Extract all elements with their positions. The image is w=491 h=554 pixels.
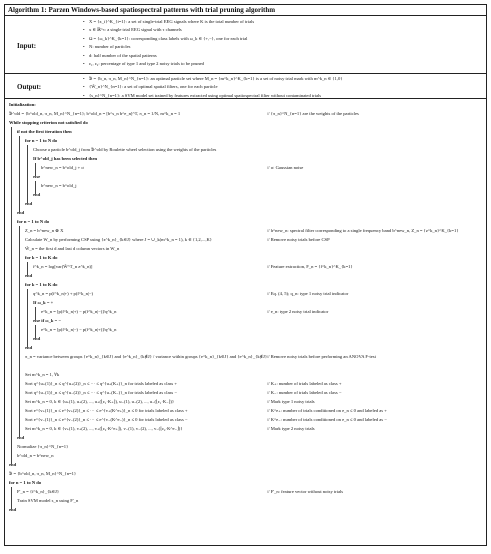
pseudocode-line: e^k_n = [p(f^k_n|+) − p(f^k_n|−)]/q^k_n bbox=[41, 309, 117, 314]
algorithm-body bbox=[5, 99, 486, 546]
input-item bbox=[83, 27, 182, 33]
pseudocode-comment: // Remove noisy trials before CSP bbox=[267, 237, 330, 242]
input-item bbox=[83, 44, 130, 50]
pseudocode-comment: // h^new_n: spectral filter corresponding to a single frequency band b^new_n, Z_n = {z^k_n}^K_{k=1} bbox=[267, 228, 459, 233]
pseudocode-line: F'_n = {f^k_n}_{k∈J} bbox=[17, 489, 60, 494]
pseudocode-line: end bbox=[25, 273, 33, 278]
block-guide bbox=[35, 325, 36, 338]
bullet-icon: • bbox=[83, 35, 85, 41]
block-guide bbox=[27, 289, 28, 347]
pseudocode-line: end bbox=[33, 192, 41, 197]
algorithm-title: Algorithm 1: Parzen Windows-based spatiospectral patterns with trial pruning algorithm bbox=[5, 5, 486, 16]
pseudocode-line: 𝔅^old = {b^old_n, π_n, M_n}^N_{n=1}; b^old_n = [b^s_n b^e_n]^T, π_n = 1/N, m^k_n = 1 bbox=[9, 111, 181, 116]
input-item-text: Ω = {ω_k}^K_{k=1}: corresponding class labels with ω_k ∈ {+,−}, one for each trial bbox=[89, 35, 248, 41]
pseudocode-line: W̃_n = the first d and last d column vectors in W_n bbox=[25, 246, 120, 251]
input-label: Input: bbox=[17, 42, 37, 50]
pseudocode-line: Initialization: bbox=[9, 102, 36, 107]
pseudocode-line: Normalize {π_n}^N_{n=1} bbox=[17, 444, 69, 449]
block-guide bbox=[27, 262, 28, 275]
pseudocode-line: for k = 1 to K do bbox=[25, 282, 58, 287]
input-section bbox=[5, 16, 486, 74]
input-item-text: d: half number of the spatial patterns bbox=[89, 52, 157, 58]
pseudocode-line: b^new_n = b^old_j + σ bbox=[41, 165, 84, 170]
pseudocode-line: Choose a particle b^old_j from 𝔅^old by Roulette wheel selection using the weights of the particles bbox=[33, 147, 217, 152]
input-item-text: X = {x_i}^K_{i=1}: a set of single-trial EEG signals where K is the total number of trials bbox=[89, 19, 255, 24]
input-item bbox=[83, 53, 157, 59]
pseudocode-line: Train SVM model s_n using F'_n bbox=[17, 498, 79, 503]
pseudocode-comment: // K^e₋: number of trials conditioned on e_n ≤ 0 and labeled as − bbox=[267, 417, 387, 422]
output-item bbox=[83, 84, 218, 90]
pseudocode-line: if not the first iteration then bbox=[17, 129, 72, 134]
pseudocode-comment: // K₊: number of trials labeled as class + bbox=[267, 381, 342, 386]
bullet-icon: • bbox=[83, 19, 85, 24]
pseudocode-line: for n = 1 to N do bbox=[25, 138, 58, 143]
bullet-icon: • bbox=[83, 44, 85, 50]
pseudocode-comment: // σ: Gaussian noise bbox=[267, 165, 304, 170]
block-guide bbox=[11, 487, 12, 509]
pseudocode-line: end bbox=[25, 345, 33, 350]
pseudocode-line: Sort q^{u₊(1)}_n ≤ q^{u₊(2)}_n ≤ ··· ≤ q^{u₊(K₊)}_n for trials labeled as class + bbox=[25, 381, 177, 386]
pseudocode-line: b^new_n = b^old_j bbox=[41, 183, 77, 188]
block-guide bbox=[11, 127, 12, 464]
output-label: Output: bbox=[17, 83, 42, 91]
pseudocode-comment: // e_n: type 2 noisy trial indicator bbox=[267, 309, 329, 314]
pseudocode-line: If b^old_j has been selected then bbox=[33, 156, 98, 161]
pseudocode-comment: // Remove noisy trials before performing an ANOVA F-test bbox=[267, 354, 376, 359]
bullet-icon: • bbox=[83, 92, 85, 98]
pseudocode-line: e^k_n = [p(f^k_n|−) − p(f^k_n|+)]/q^k_n bbox=[41, 327, 117, 332]
pseudocode-line: end bbox=[17, 210, 25, 215]
pseudocode-line: else bbox=[33, 174, 41, 179]
pseudocode-line: for k = 1 to K do bbox=[25, 255, 58, 260]
input-item-text: ε₁, ε₂: percentage of type 1 and type 2 noisy trials to be pruned bbox=[89, 61, 204, 66]
pseudocode-line: Sort e^{v₋(1)}_n ≤ e^{v₋(2)}_n ≤ ··· ≤ e^{v₋(K^e₋)}_n ≤ 0 for trials labeled as class − bbox=[25, 417, 188, 422]
pseudocode-line: end bbox=[9, 462, 17, 467]
pseudocode-line: 𝔅 = {b^old_n, π_n, M_n}^N_{n=1} bbox=[9, 471, 77, 476]
pseudocode-line: Set m^k_n = 0, k ∈ {u₊(1), u₊(2), ..., u₊(⌊ε₁·K₊⌋), u₋(1), u₋(2), ..., u₋(⌊ε₁·K₋⌋)} bbox=[25, 399, 175, 404]
pseudocode-comment: // {π_n}^N_{n=1} are the weights of the particles bbox=[267, 111, 359, 116]
pseudocode-line: for n = 1 to N do bbox=[9, 480, 42, 485]
pseudocode-line: b^old_n = b^new_n bbox=[17, 453, 54, 458]
output-section bbox=[5, 74, 486, 99]
block-guide bbox=[35, 163, 36, 176]
bullet-icon: • bbox=[83, 52, 85, 58]
pseudocode-comment: // Feature extraction, F_n = {f^k_n}^K_{k=1} bbox=[267, 264, 353, 269]
block-guide bbox=[19, 226, 20, 437]
bullet-icon: • bbox=[83, 27, 85, 33]
pseudocode-line: Calculate W_n by performing CSP using {z^k_n}_{k∈J} where J = ∪_k(m^k_n = 1), k ∈ {1,2,...,K} bbox=[25, 237, 212, 242]
pseudocode-line: for n = 1 to N do bbox=[17, 219, 50, 224]
pseudocode-line: Set m^k_n = 1, ∀k bbox=[25, 372, 60, 377]
pseudocode-line: end bbox=[25, 201, 33, 206]
block-guide bbox=[35, 181, 36, 194]
block-guide bbox=[27, 145, 28, 203]
pseudocode-comment: // Eq. (4, 5); q_n: type 1 noisy trial indicator bbox=[267, 291, 349, 296]
input-item-text: N: number of particles bbox=[89, 44, 131, 50]
bullet-icon: • bbox=[83, 76, 85, 81]
pseudocode-comment: // Mark type 2 noisy trials bbox=[267, 426, 315, 431]
pseudocode-comment: // F'_n: feature vector without noisy trials bbox=[267, 489, 344, 494]
output-item-text: {s_n}^N_{n=1}: a SVM model set trained by features extracted using optimal spatiospectral filter without contaminated trials bbox=[89, 92, 322, 98]
output-item bbox=[83, 93, 321, 99]
pseudocode-line: end bbox=[9, 507, 17, 512]
output-item bbox=[83, 76, 342, 82]
pseudocode-line: q^k_n = p(f^k_n|+) + p(f^k_n|−) bbox=[33, 291, 94, 296]
input-item bbox=[83, 36, 247, 42]
pseudocode-line: While stopping criterion not satisfied do bbox=[9, 120, 88, 125]
pseudocode-line: Z_n = h^new_n ⊗ X bbox=[25, 228, 64, 233]
pseudocode-comment: // K₋: number of trials labeled as class − bbox=[267, 390, 342, 395]
pseudocode-line: else if ω_k = − bbox=[33, 318, 61, 323]
pseudocode-line: Sort q^{u₋(1)}_n ≤ q^{u₋(2)}_n ≤ ··· ≤ q^{u₋(K₋)}_n for trials labeled as class − bbox=[25, 390, 177, 395]
pseudocode-line: end bbox=[17, 435, 25, 440]
pseudocode-line: π_n = variance between groups {e^k_n}_{k∈J} and {e^k_n}_{k∉J} / variance within groups {e^k_n}_{k∈J} and {e^k_n}_{k∉J} bbox=[25, 354, 268, 359]
algorithm-box bbox=[4, 4, 487, 546]
bullet-icon: • bbox=[83, 84, 85, 90]
block-guide bbox=[19, 136, 20, 212]
input-item-text: x ∈ ℝ^τ: a single trial EEG signal with τ channels bbox=[89, 27, 182, 33]
output-item-text: {W̃_n}^N_{n=1}: a set of optimal spatial filters, one for each particle bbox=[89, 84, 218, 90]
pseudocode-line: f^k_n = log[var(W̃^T_n z^k_n)] bbox=[33, 264, 93, 269]
input-item bbox=[83, 19, 254, 25]
pseudocode-line: end bbox=[33, 336, 41, 341]
pseudocode-line: Set m^k_n = 0, k ∈ {v₊(1), v₊(2), ..., v₊(⌊ε₂·K^e₊⌋), v₋(1), v₋(2), ..., v₋(⌊ε₂·K^e₋⌋)} bbox=[25, 426, 183, 431]
input-item bbox=[83, 61, 204, 67]
output-item-text: 𝔅 = {b_n, π_n, M_n}^N_{n=1}: an optimal particle set where M_n = {m^k_n}^K_{k=1} is a set of noisy trial mark with m^k_n ∈ {1,0} bbox=[89, 76, 343, 81]
pseudocode-comment: // K^e₊: number of trials conditioned on e_n ≤ 0 and labeled as + bbox=[267, 408, 387, 413]
pseudocode-comment: // Mark type 1 noisy trials bbox=[267, 399, 315, 404]
bullet-icon: • bbox=[83, 61, 85, 66]
block-guide bbox=[35, 307, 36, 320]
pseudocode-line: Sort e^{v₊(1)}_n ≤ e^{v₊(2)}_n ≤ ··· ≤ e^{v₊(K^e₊)}_n ≤ 0 for trials labeled as class + bbox=[25, 408, 188, 413]
pseudocode-line: If ω_k = + bbox=[33, 300, 54, 305]
